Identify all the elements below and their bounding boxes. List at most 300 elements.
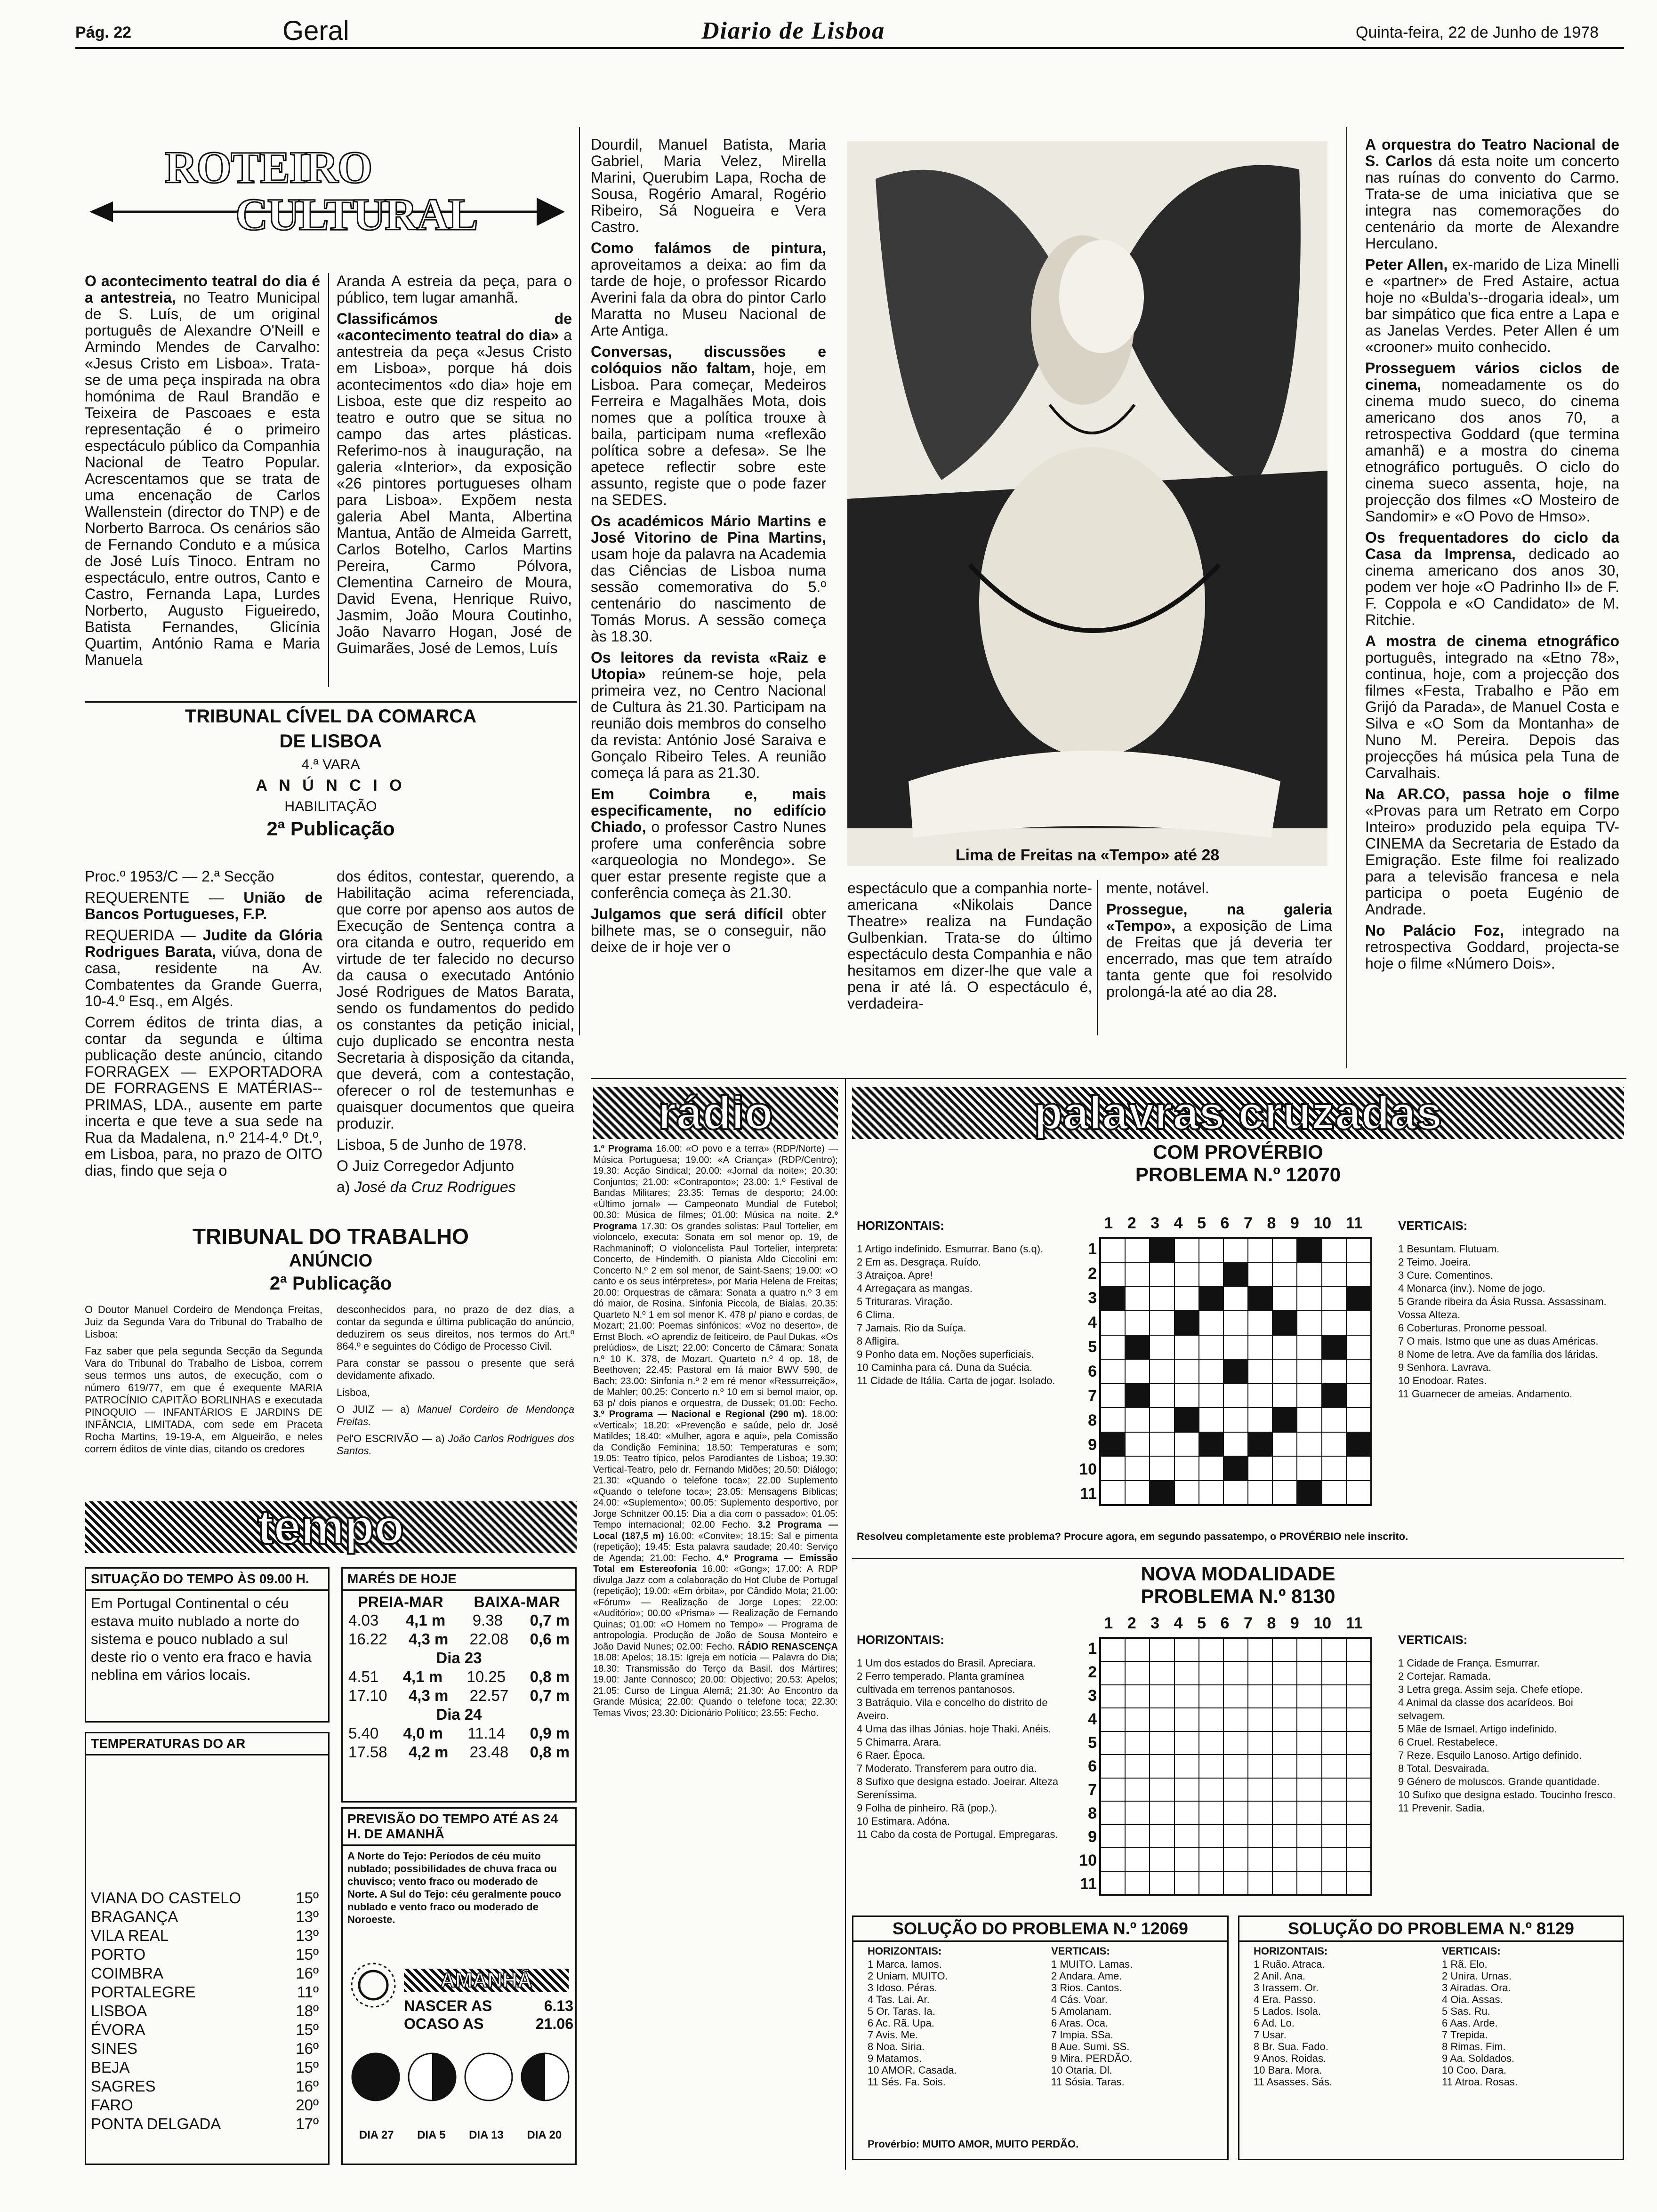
grid-cell[interactable]	[1199, 1638, 1223, 1661]
grid-cell[interactable]	[1248, 1359, 1272, 1383]
grid-cell[interactable]	[1150, 1456, 1174, 1480]
grid-cell[interactable]	[1248, 1311, 1272, 1335]
grid-cell[interactable]	[1101, 1801, 1125, 1824]
header-rule	[75, 47, 1624, 49]
grid-cell[interactable]	[1125, 1731, 1150, 1755]
grid-cell[interactable]	[1150, 1801, 1174, 1824]
grid-cell[interactable]	[1272, 1801, 1297, 1824]
grid-cell[interactable]	[1346, 1848, 1371, 1871]
vertical-clue: 5 Mãe de Ismael. Artigo indefinido.	[1398, 1723, 1557, 1735]
grid-cell[interactable]	[1125, 1638, 1150, 1661]
grid-cell[interactable]	[1322, 1871, 1346, 1894]
grid-cell[interactable]	[1174, 1755, 1199, 1778]
grid-cell[interactable]	[1223, 1384, 1248, 1408]
grid-cell[interactable]	[1174, 1262, 1199, 1286]
grid-cell[interactable]	[1101, 1708, 1125, 1731]
grid-cell[interactable]	[1346, 1481, 1371, 1505]
grid-cell[interactable]	[1101, 1871, 1125, 1894]
grid-cell[interactable]	[1297, 1685, 1321, 1708]
grid-cell[interactable]	[1248, 1848, 1272, 1871]
grid-cell[interactable]	[1322, 1778, 1346, 1801]
grid-cell[interactable]	[1223, 1661, 1248, 1684]
grid-cell[interactable]	[1174, 1311, 1199, 1335]
grid-cell[interactable]	[1199, 1359, 1223, 1383]
grid-cell[interactable]	[1297, 1481, 1321, 1505]
tribunal-civel-left-paragraph: Correm éditos de trinta dias, a contar da segunda e última publicação deste anúncio, citando FORRAGEX — EXPORTADORA DE FORRAGENS E MATÉRIAS--PRIMAS, LDA., ausente em parte incerta e que teve a sua sede na Rua da Madalena, n.º 214-4.º Dt.º, em Lisboa, para, no prazo de OITO dias, findo que seja o	[85, 1014, 322, 1179]
grid-cell[interactable]	[1101, 1481, 1125, 1505]
grid-cell[interactable]	[1101, 1731, 1125, 1755]
grid-cell[interactable]	[1125, 1262, 1150, 1286]
grid-cell[interactable]	[1101, 1335, 1125, 1359]
grid-cell[interactable]	[1322, 1238, 1346, 1262]
grid-cell[interactable]	[1223, 1801, 1248, 1824]
grid-cell[interactable]	[1174, 1848, 1199, 1871]
grid-cell[interactable]	[1248, 1755, 1272, 1778]
moon-phase-date: DIA 20	[527, 2129, 562, 2141]
grid-cell[interactable]	[1272, 1638, 1297, 1661]
grid-cell[interactable]	[1322, 1661, 1346, 1684]
grid-cell[interactable]	[1297, 1238, 1321, 1262]
grid-cell[interactable]	[1223, 1408, 1248, 1432]
grid-cell[interactable]	[1346, 1311, 1371, 1335]
vertical-clue: 10 Enodoar. Rates.	[1398, 1375, 1487, 1387]
grid-cell[interactable]	[1346, 1384, 1371, 1408]
grid-cell[interactable]	[1248, 1287, 1272, 1311]
grid-cell[interactable]	[1248, 1731, 1272, 1755]
grid-cell[interactable]	[1150, 1778, 1174, 1801]
grid-cell[interactable]	[1297, 1661, 1321, 1684]
grid-row-number: 1	[1088, 1640, 1097, 1658]
grid-cell[interactable]	[1101, 1359, 1125, 1383]
grid-cell[interactable]	[1248, 1708, 1272, 1731]
grid-cell[interactable]	[1297, 1359, 1321, 1383]
col3-paragraph: Conversas, discussões e colóquios não faltam, hoje, em Lisboa. Para começar, Medeiros Ferreira e Magalhães Mota, dois nomes que a política trouxe à baila, participam numa «reflexão política sobre a defesa». Se lhe apetece reflectir sobre este assunto, registe que o pode fazer na SEDES.	[591, 343, 826, 508]
grid-cell[interactable]	[1248, 1456, 1272, 1480]
grid-cell[interactable]	[1150, 1708, 1174, 1731]
grid-cell[interactable]	[1125, 1825, 1150, 1848]
grid-cell[interactable]	[1346, 1871, 1371, 1894]
grid-cell[interactable]	[1125, 1335, 1150, 1359]
grid-cell[interactable]	[1101, 1755, 1125, 1778]
grid-cell[interactable]	[1322, 1311, 1346, 1335]
grid-cell[interactable]	[1199, 1238, 1223, 1262]
grid-cell[interactable]	[1248, 1825, 1272, 1848]
grid-cell[interactable]	[1248, 1335, 1272, 1359]
solucao-12069-title: SOLUÇÃO DO PROBLEMA N.º 12069	[853, 1917, 1227, 1942]
grid-cell[interactable]	[1223, 1778, 1248, 1801]
grid-cell[interactable]	[1174, 1685, 1199, 1708]
grid-cell[interactable]	[1272, 1287, 1297, 1311]
grid-cell[interactable]	[1125, 1481, 1150, 1505]
grid-cell[interactable]	[1272, 1456, 1297, 1480]
grid-cell[interactable]	[1199, 1755, 1223, 1778]
previsao-box	[341, 1807, 577, 2165]
grid-cell[interactable]	[1248, 1871, 1272, 1894]
grid-cell[interactable]	[1248, 1238, 1272, 1262]
grid-cell[interactable]	[1322, 1638, 1346, 1661]
grid-cell[interactable]	[1199, 1335, 1223, 1359]
grid-cell[interactable]	[1199, 1801, 1223, 1824]
grid-cell[interactable]	[1174, 1778, 1199, 1801]
grid-cell[interactable]	[1322, 1731, 1346, 1755]
grid-cell[interactable]	[1125, 1685, 1150, 1708]
col5-paragraph: Na AR.CO, passa hoje o filme «Provas para um Retrato em Corpo Inteiro» produzido pela equipa TV-CINEMA da Secretaria de Estado da Emigração. Este filme foi realizado para a televisão francesa e nela participa o poeta Eugénio de Andrade.	[1365, 785, 1619, 918]
horizontal-clue: 8 Afligira.	[857, 1335, 900, 1347]
grid-cell[interactable]	[1297, 1825, 1321, 1848]
grid-cell[interactable]	[1346, 1359, 1371, 1383]
grid-cell[interactable]	[1248, 1661, 1272, 1684]
crossword-grid-8130[interactable]	[1099, 1637, 1372, 1896]
grid-cell[interactable]	[1272, 1731, 1297, 1755]
grid-cell[interactable]	[1150, 1238, 1174, 1262]
grid-cell[interactable]	[1322, 1287, 1346, 1311]
amanha-label: AMANHÃ	[404, 1969, 569, 1992]
grid-cell[interactable]	[1346, 1685, 1371, 1708]
tribunal-civel-left-paragraph: Proc.º 1953/C — 2.ª Secção	[85, 868, 274, 885]
baixa-mar-label: BAIXA-MAR	[474, 1594, 560, 1611]
grid-cell[interactable]	[1125, 1238, 1150, 1262]
grid-cell[interactable]	[1125, 1359, 1150, 1383]
grid-cell[interactable]	[1272, 1432, 1297, 1456]
grid-cell[interactable]	[1223, 1848, 1248, 1871]
grid-cell[interactable]	[1248, 1262, 1272, 1286]
grid-cell[interactable]	[1199, 1871, 1223, 1894]
grid-cell[interactable]	[1150, 1825, 1174, 1848]
grid-cell[interactable]	[1322, 1335, 1346, 1359]
grid-cell[interactable]	[1346, 1287, 1371, 1311]
grid-cell[interactable]	[1125, 1848, 1150, 1871]
grid-cell[interactable]	[1125, 1755, 1150, 1778]
grid-cell[interactable]	[1272, 1481, 1297, 1505]
grid-cell[interactable]	[1272, 1871, 1297, 1894]
grid-cell[interactable]	[1125, 1287, 1150, 1311]
solution-horizontal: 2 Anil. Ana.	[1254, 1970, 1306, 1982]
grid-cell[interactable]	[1297, 1432, 1321, 1456]
grid-cell[interactable]	[1223, 1456, 1248, 1480]
grid-cell[interactable]	[1150, 1481, 1174, 1505]
grid-cell[interactable]	[1174, 1238, 1199, 1262]
grid-cell[interactable]	[1322, 1456, 1346, 1480]
grid-cell[interactable]	[1174, 1432, 1199, 1456]
grid-cell[interactable]	[1322, 1755, 1346, 1778]
grid-cell[interactable]	[1150, 1262, 1174, 1286]
grid-cell[interactable]	[1101, 1825, 1125, 1848]
grid-cell[interactable]	[1322, 1262, 1346, 1286]
grid-cell[interactable]	[1272, 1825, 1297, 1848]
grid-cell[interactable]	[1272, 1311, 1297, 1335]
grid-cell[interactable]	[1199, 1456, 1223, 1480]
grid-cell[interactable]	[1223, 1432, 1248, 1456]
grid-cell[interactable]	[1346, 1432, 1371, 1456]
tribunal-trabalho-right	[337, 1304, 574, 1483]
grid-cell[interactable]	[1199, 1311, 1223, 1335]
crossword-grid-12070[interactable]	[1099, 1237, 1372, 1506]
grid-cell[interactable]	[1322, 1708, 1346, 1731]
grid-cell[interactable]	[1297, 1778, 1321, 1801]
grid-cell[interactable]	[1101, 1848, 1125, 1871]
solution-vertical: 6 Aas. Arde.	[1442, 2017, 1498, 2029]
grid-cell[interactable]	[1101, 1685, 1125, 1708]
vert-label-1: VERTICAIS:	[1398, 1219, 1468, 1233]
grid-cell[interactable]	[1125, 1432, 1150, 1456]
grid-cell[interactable]	[1125, 1801, 1150, 1824]
grid-cell[interactable]	[1101, 1262, 1125, 1286]
grid-cell[interactable]	[1150, 1685, 1174, 1708]
proverbio: Provérbio: MUITO AMOR, MUITO PERDÃO.	[868, 2138, 1079, 2150]
grid-cell[interactable]	[1346, 1638, 1371, 1661]
grid-cell[interactable]	[1223, 1481, 1248, 1505]
vertical-clue: 9 Género de moluscos. Grande quantidade.	[1398, 1776, 1600, 1787]
resolveu-text: Resolveu completamente este problema? Procure agora, em segundo passatempo, o PROVÉRBIO nele inscrito.	[857, 1531, 1408, 1542]
grid-cell[interactable]	[1150, 1359, 1174, 1383]
moon-phases-icon	[347, 2044, 573, 2119]
solution-horizontal: 8 Noa. Siria.	[868, 2041, 925, 2052]
grid-cell[interactable]	[1150, 1731, 1174, 1755]
horizontal-clue: 1 Artigo indefinido. Esmurrar. Bano (s.q).	[857, 1243, 1044, 1255]
grid-cell[interactable]	[1125, 1871, 1150, 1894]
grid-cell[interactable]	[1125, 1661, 1150, 1684]
grid-cell[interactable]	[1174, 1335, 1199, 1359]
grid-cell[interactable]	[1248, 1638, 1272, 1661]
grid-cell[interactable]	[1346, 1825, 1371, 1848]
grid-cell[interactable]	[1174, 1731, 1199, 1755]
grid-cell[interactable]	[1272, 1661, 1297, 1684]
grid-cell[interactable]	[1199, 1661, 1223, 1684]
grid-cell[interactable]	[1297, 1755, 1321, 1778]
grid-cell[interactable]	[1272, 1384, 1297, 1408]
vertical-clue: 7 O mais. Istmo que une as duas Américas.	[1398, 1335, 1599, 1347]
grid-cell[interactable]	[1199, 1685, 1223, 1708]
grid-cell[interactable]	[1150, 1287, 1174, 1311]
grid-cell[interactable]	[1150, 1311, 1174, 1335]
grid-cell[interactable]	[1297, 1262, 1321, 1286]
grid-cell[interactable]	[1322, 1384, 1346, 1408]
grid-cell[interactable]	[1174, 1708, 1199, 1731]
roteiro-col3	[591, 136, 826, 1101]
grid-cell[interactable]	[1248, 1408, 1272, 1432]
grid-cell[interactable]	[1223, 1731, 1248, 1755]
col5-paragraph: No Palácio Foz, integrado na retrospectiva Goddard, projecta-se hoje o filme «Número Dois».	[1365, 922, 1619, 972]
grid-cell[interactable]	[1297, 1708, 1321, 1731]
grid-cell[interactable]	[1322, 1848, 1346, 1871]
grid-cell[interactable]	[1272, 1335, 1297, 1359]
grid-cell[interactable]	[1223, 1359, 1248, 1383]
grid-cell[interactable]	[1174, 1661, 1199, 1684]
grid-cell[interactable]	[1199, 1287, 1223, 1311]
grid-cell[interactable]	[1150, 1384, 1174, 1408]
solution-vertical: 8 Aue. Sumi. SS.	[1051, 2041, 1130, 2052]
grid-cell[interactable]	[1101, 1384, 1125, 1408]
tribunal-trabalho-title: TRIBUNAL DO TRABALHO	[193, 1224, 469, 1249]
grid-cell[interactable]	[1101, 1432, 1125, 1456]
grid-cell[interactable]	[1174, 1456, 1199, 1480]
grid-cell[interactable]	[1297, 1731, 1321, 1755]
grid-cell[interactable]	[1199, 1708, 1223, 1731]
grid-cell[interactable]	[1346, 1335, 1371, 1359]
grid-cell[interactable]	[1272, 1238, 1297, 1262]
grid-cell[interactable]	[1297, 1311, 1321, 1335]
grid-cell[interactable]	[1125, 1408, 1150, 1432]
grid-cell[interactable]	[1297, 1801, 1321, 1824]
grid-row-number: 11	[1080, 1485, 1097, 1503]
grid-cell[interactable]	[1322, 1685, 1346, 1708]
grid-cell[interactable]	[1272, 1778, 1297, 1801]
grid-cell[interactable]	[1199, 1408, 1223, 1432]
grid-cell[interactable]	[1199, 1384, 1223, 1408]
temperature-row: BRAGANÇA 13º	[91, 1908, 319, 1925]
grid-cell[interactable]	[1248, 1481, 1272, 1505]
grid-cell[interactable]	[1297, 1287, 1321, 1311]
grid-cell[interactable]	[1248, 1685, 1272, 1708]
radio-title: rádio	[658, 1087, 773, 1139]
grid-cell[interactable]	[1272, 1708, 1297, 1731]
grid-cell[interactable]	[1297, 1408, 1321, 1432]
grid-cell[interactable]	[1223, 1708, 1248, 1731]
tempo-section	[85, 1501, 577, 2170]
grid-cell[interactable]	[1174, 1638, 1199, 1661]
grid-cell[interactable]	[1174, 1408, 1199, 1432]
mare-row: 17.10 4,3 m 22.57 0,7 m	[348, 1687, 570, 1704]
grid-cell[interactable]	[1150, 1432, 1174, 1456]
grid-cell[interactable]	[1150, 1638, 1174, 1661]
horizontal-clue: 5 Chimarra. Arara.	[857, 1736, 941, 1748]
grid-cell[interactable]	[1150, 1335, 1174, 1359]
grid-cell[interactable]	[1322, 1432, 1346, 1456]
grid-cell[interactable]	[1125, 1311, 1150, 1335]
grid-cell[interactable]	[1101, 1778, 1125, 1801]
grid-cell[interactable]	[1101, 1238, 1125, 1262]
grid-cell[interactable]	[1297, 1871, 1321, 1894]
solution-vertical: 11 Sósia. Taras.	[1051, 2076, 1125, 2088]
grid-cell[interactable]	[1174, 1384, 1199, 1408]
horizontal-clue: 6 Clima.	[857, 1309, 895, 1321]
grid-cell[interactable]	[1272, 1755, 1297, 1778]
tribunal-civel-right	[337, 868, 574, 1207]
nascer-label: NASCER AS	[404, 1997, 492, 2014]
vertical-clue: 8 Nome de letra. Ave da família dos láridas.	[1398, 1348, 1599, 1360]
grid-cell[interactable]	[1248, 1801, 1272, 1824]
grid-cell[interactable]	[1199, 1731, 1223, 1755]
grid-cell[interactable]	[1322, 1801, 1346, 1824]
photo-lima-de-freitas	[847, 141, 1327, 866]
grid-cell[interactable]	[1174, 1871, 1199, 1894]
grid-cell[interactable]	[1346, 1456, 1371, 1480]
grid-cell[interactable]	[1199, 1778, 1223, 1801]
grid-cell[interactable]	[1272, 1685, 1297, 1708]
grid-cell[interactable]	[1223, 1825, 1248, 1848]
grid-cell[interactable]	[1272, 1262, 1297, 1286]
grid-cell[interactable]	[1101, 1408, 1125, 1432]
grid-column-number: 6	[1220, 1214, 1230, 1232]
grid-cell[interactable]	[1322, 1408, 1346, 1432]
grid-cell[interactable]	[1174, 1359, 1199, 1383]
grid-cell[interactable]	[1101, 1456, 1125, 1480]
grid-cell[interactable]	[1223, 1311, 1248, 1335]
palavras-banner	[852, 1087, 1624, 1139]
grid-cell[interactable]	[1223, 1335, 1248, 1359]
grid-cell[interactable]	[1199, 1848, 1223, 1871]
temperature-row: SINES 16º	[91, 2040, 319, 2057]
grid-cell[interactable]	[1322, 1481, 1346, 1505]
grid-cell[interactable]	[1297, 1848, 1321, 1871]
grid-cell[interactable]	[1297, 1335, 1321, 1359]
grid-cell[interactable]	[1101, 1311, 1125, 1335]
grid-cell[interactable]	[1223, 1638, 1248, 1661]
grid-cell[interactable]	[1223, 1685, 1248, 1708]
grid-cell[interactable]	[1346, 1708, 1371, 1731]
grid-cell[interactable]	[1223, 1871, 1248, 1894]
grid-cell[interactable]	[1322, 1825, 1346, 1848]
temperaturas-box	[85, 1732, 330, 2165]
solucao-8129	[1238, 1915, 1624, 2160]
grid-cell[interactable]	[1150, 1871, 1174, 1894]
grid-cell[interactable]	[1346, 1262, 1371, 1286]
vertical-clue: 8 Total. Desvairada.	[1398, 1763, 1490, 1774]
grid-cell[interactable]	[1248, 1384, 1272, 1408]
grid-cell[interactable]	[1199, 1262, 1223, 1286]
grid-cell[interactable]	[1346, 1408, 1371, 1432]
grid-cell[interactable]	[1297, 1384, 1321, 1408]
grid-cell[interactable]	[1174, 1287, 1199, 1311]
grid-cell[interactable]	[1223, 1755, 1248, 1778]
grid-cell[interactable]	[1101, 1661, 1125, 1684]
grid-cell[interactable]	[1297, 1638, 1321, 1661]
grid-cell[interactable]	[1322, 1359, 1346, 1383]
grid-cell[interactable]	[1174, 1481, 1199, 1505]
grid-cell[interactable]	[1346, 1238, 1371, 1262]
grid-cell[interactable]	[1199, 1825, 1223, 1848]
grid-cell[interactable]	[1125, 1384, 1150, 1408]
grid-cell[interactable]	[1223, 1287, 1248, 1311]
grid-cell[interactable]	[1150, 1408, 1174, 1432]
section-title: Geral	[282, 16, 349, 46]
roteiro-logo	[89, 141, 570, 249]
grid-cell[interactable]	[1150, 1755, 1174, 1778]
col3-paragraph: Os leitores da revista «Raiz e Utopia» reúnem-se hoje, pela primeira vez, no Centro Nacional de Cultura às 21.30. Participam na reunião dois membros do conselho da revista: António José Saraiva e Gonçalo Ribeiro Teles. A reunião começa lá para as 21.30.	[591, 649, 826, 781]
tribunal-trabalho-right-paragraph: Para constar se passou o presente que será devidamente afixado.	[337, 1357, 574, 1381]
grid-cell[interactable]	[1297, 1456, 1321, 1480]
grid-cell[interactable]	[1125, 1708, 1150, 1731]
solution-vertical: 2 Unira. Urnas.	[1442, 1970, 1512, 1982]
grid-cell[interactable]	[1125, 1778, 1150, 1801]
sol1-h-label: HORIZONTAIS:	[868, 1945, 942, 1957]
grid-cell[interactable]	[1101, 1638, 1125, 1661]
grid-cell[interactable]	[1199, 1432, 1223, 1456]
col3-paragraph: Dourdil, Manuel Batista, Maria Gabriel, Maria Velez, Mirella Marini, Querubim Lapa, Rocha de Sousa, Rogério Amaral, Rogério Ribeiro, Sá Nogueira e Vera Castro.	[591, 136, 826, 235]
grid-cell[interactable]	[1346, 1661, 1371, 1684]
grid-cell[interactable]	[1346, 1778, 1371, 1801]
grid-cell[interactable]	[1272, 1848, 1297, 1871]
horiz-label-1: HORIZONTAIS:	[857, 1219, 944, 1233]
grid-cell[interactable]	[1199, 1481, 1223, 1505]
grid-cell[interactable]	[1150, 1848, 1174, 1871]
grid-cell[interactable]	[1223, 1238, 1248, 1262]
mare-row: 4.51 4,1 m 10.25 0,8 m	[348, 1668, 570, 1685]
grid-cell[interactable]	[1174, 1825, 1199, 1848]
grid-cell[interactable]	[1223, 1262, 1248, 1286]
grid-cell[interactable]	[1272, 1408, 1297, 1432]
grid-cell[interactable]	[1248, 1432, 1272, 1456]
grid-cell[interactable]	[1101, 1287, 1125, 1311]
grid-cell[interactable]	[1272, 1359, 1297, 1383]
grid-cell[interactable]	[1346, 1755, 1371, 1778]
grid-cell[interactable]	[1346, 1801, 1371, 1824]
grid-cell[interactable]	[1125, 1456, 1150, 1480]
grid-cell[interactable]	[1150, 1661, 1174, 1684]
grid-cell[interactable]	[1248, 1778, 1272, 1801]
grid-cell[interactable]	[1174, 1801, 1199, 1824]
grid-cell[interactable]	[1346, 1731, 1371, 1755]
